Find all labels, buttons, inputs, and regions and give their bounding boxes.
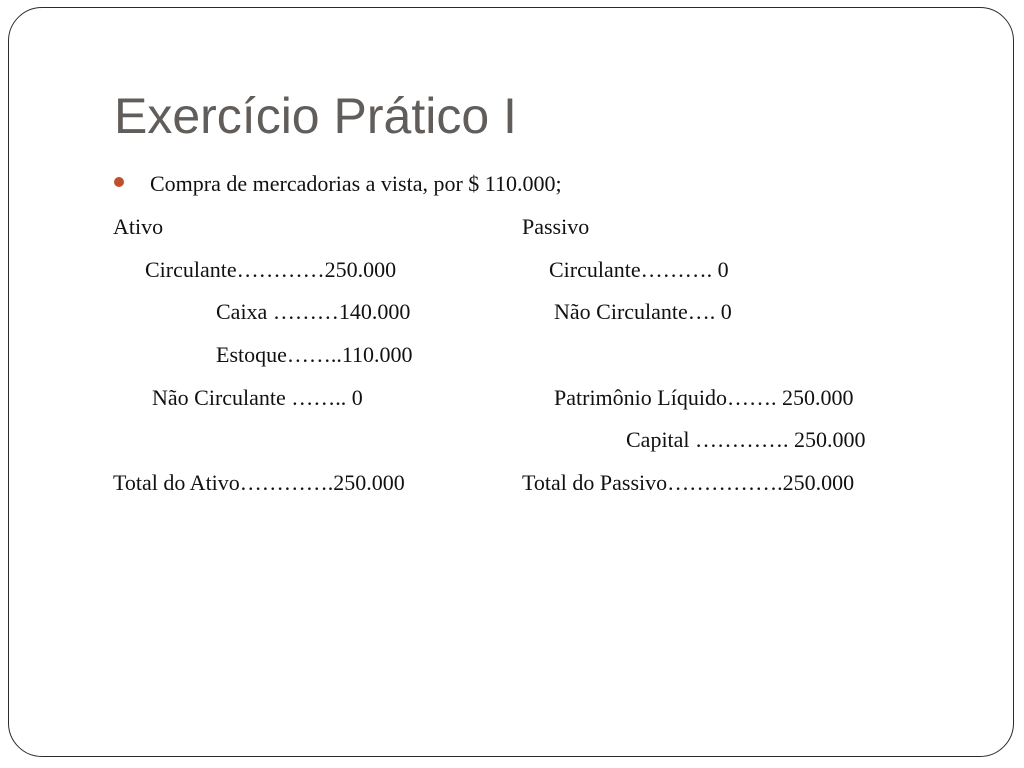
ativo-nao-circulante: Não Circulante …….. 0 [152, 385, 363, 410]
passivo-heading: Passivo [522, 214, 590, 239]
bullet-dot-icon [114, 177, 124, 187]
passivo-circulante: Circulante………. 0 [549, 257, 729, 282]
ativo-total: Total do Ativo………….250.000 [113, 470, 405, 495]
slide-title: Exercício Prático I [114, 88, 517, 144]
ativo-estoque: Estoque……..110.000 [216, 342, 413, 367]
patrimonio-liquido: Patrimônio Líquido……. 250.000 [554, 385, 854, 410]
passivo-total: Total do Passivo…………….250.000 [522, 470, 855, 495]
passivo-nao-circulante: Não Circulante…. 0 [554, 299, 732, 324]
ativo-circulante: Circulante…………250.000 [145, 257, 397, 282]
capital: Capital …………. 250.000 [626, 427, 866, 452]
bullet-text: Compra de mercadorias a vista, por $ 110.000; [150, 171, 562, 196]
ativo-caixa: Caixa ………140.000 [216, 299, 411, 324]
ativo-heading: Ativo [113, 214, 164, 239]
